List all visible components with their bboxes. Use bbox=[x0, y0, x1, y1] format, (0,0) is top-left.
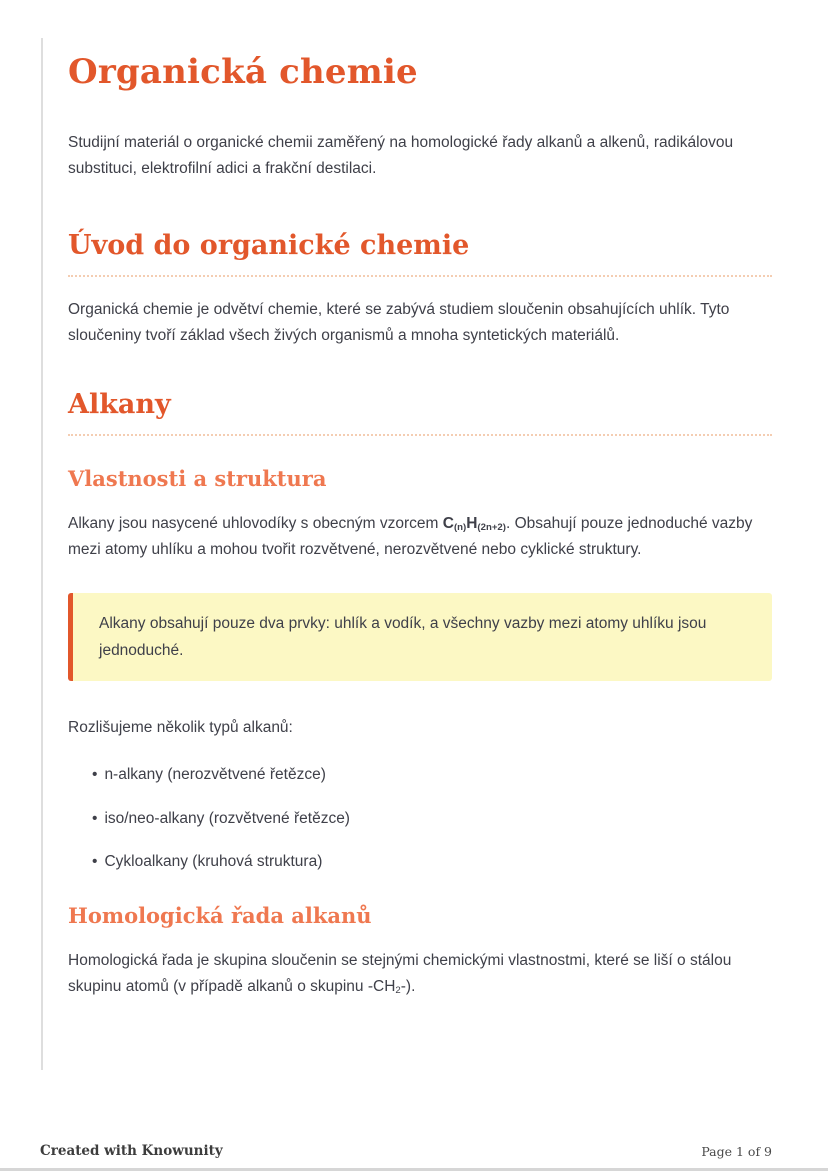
document-page bbox=[41, 38, 772, 1070]
section-uvod-paragraph: Organická chemie je odvětví chemie, které se zabývá studiem sloučenin obsahujících uhlík. Tyto sloučeniny tvoří základ všech živých organismů a mnoha syntetických materiálů. bbox=[68, 301, 730, 345]
section-uvod bbox=[68, 230, 772, 349]
ch2-subscript: 2 bbox=[395, 985, 401, 997]
vlastnosti-paragraph bbox=[68, 511, 772, 563]
vlastnosti-text-before: Alkany jsou nasycené uhlovodíky s obecným vzorcem bbox=[68, 515, 443, 533]
list-item: • n-alkany (nerozvětvené řetězce) bbox=[92, 763, 772, 786]
list-item: • iso/neo-alkany (rozvětvené řetězce) bbox=[92, 807, 772, 830]
vlastnosti-text-after: . Obsahují pouze jednoduché vazby mezi atomy uhlíku a mohou tvořit rozvětvené, nerozvětvené nebo cyklické struktury. bbox=[68, 515, 753, 559]
section-heading-alkany: Alkany bbox=[68, 389, 772, 436]
callout-text: Alkany obsahují pouze dva prvky: uhlík a vodík, a všechny vazby mezi atomy uhlíku jsou jednoduché. bbox=[99, 615, 707, 660]
alkane-general-formula: $C_{(n)}H_{(2n+2)}$ bbox=[442, 515, 506, 534]
subsection-heading-homologicka: Homologická řada alkanů bbox=[68, 903, 372, 929]
homologicka-paragraph bbox=[68, 948, 772, 1000]
list-intro: Rozlišujeme několik typů alkanů: bbox=[68, 719, 293, 737]
page-title: Organická chemie bbox=[68, 52, 418, 92]
subsection-heading-vlastnosti: Vlastnosti a struktura bbox=[68, 466, 327, 492]
homologicka-text-after: -). bbox=[400, 978, 416, 996]
page-footer bbox=[40, 1143, 772, 1159]
list-item: • Cykloalkany (kruhová struktura) bbox=[92, 850, 772, 873]
section-heading-uvod: Úvod do organické chemie bbox=[68, 230, 772, 277]
homologicka-text-before: Homologická řada je skupina sloučenin se stejnými chemickými vlastnostmi, které se liší o stálou skupinu atomů (v případě alkanů o skupinu -CH bbox=[68, 952, 732, 996]
footer-page-number: Page 1 of 9 bbox=[701, 1144, 772, 1159]
alkane-types-list bbox=[92, 763, 772, 873]
highlight-callout bbox=[68, 593, 772, 681]
footer-brand: Created with Knowunity bbox=[40, 1143, 223, 1159]
intro-paragraph: Studijní materiál o organické chemii zaměřený na homologické řady alkanů a alkenů, radikálovou substituci, elektrofilní adici a frakční destilaci. bbox=[68, 134, 734, 178]
section-alkany bbox=[68, 389, 772, 1000]
